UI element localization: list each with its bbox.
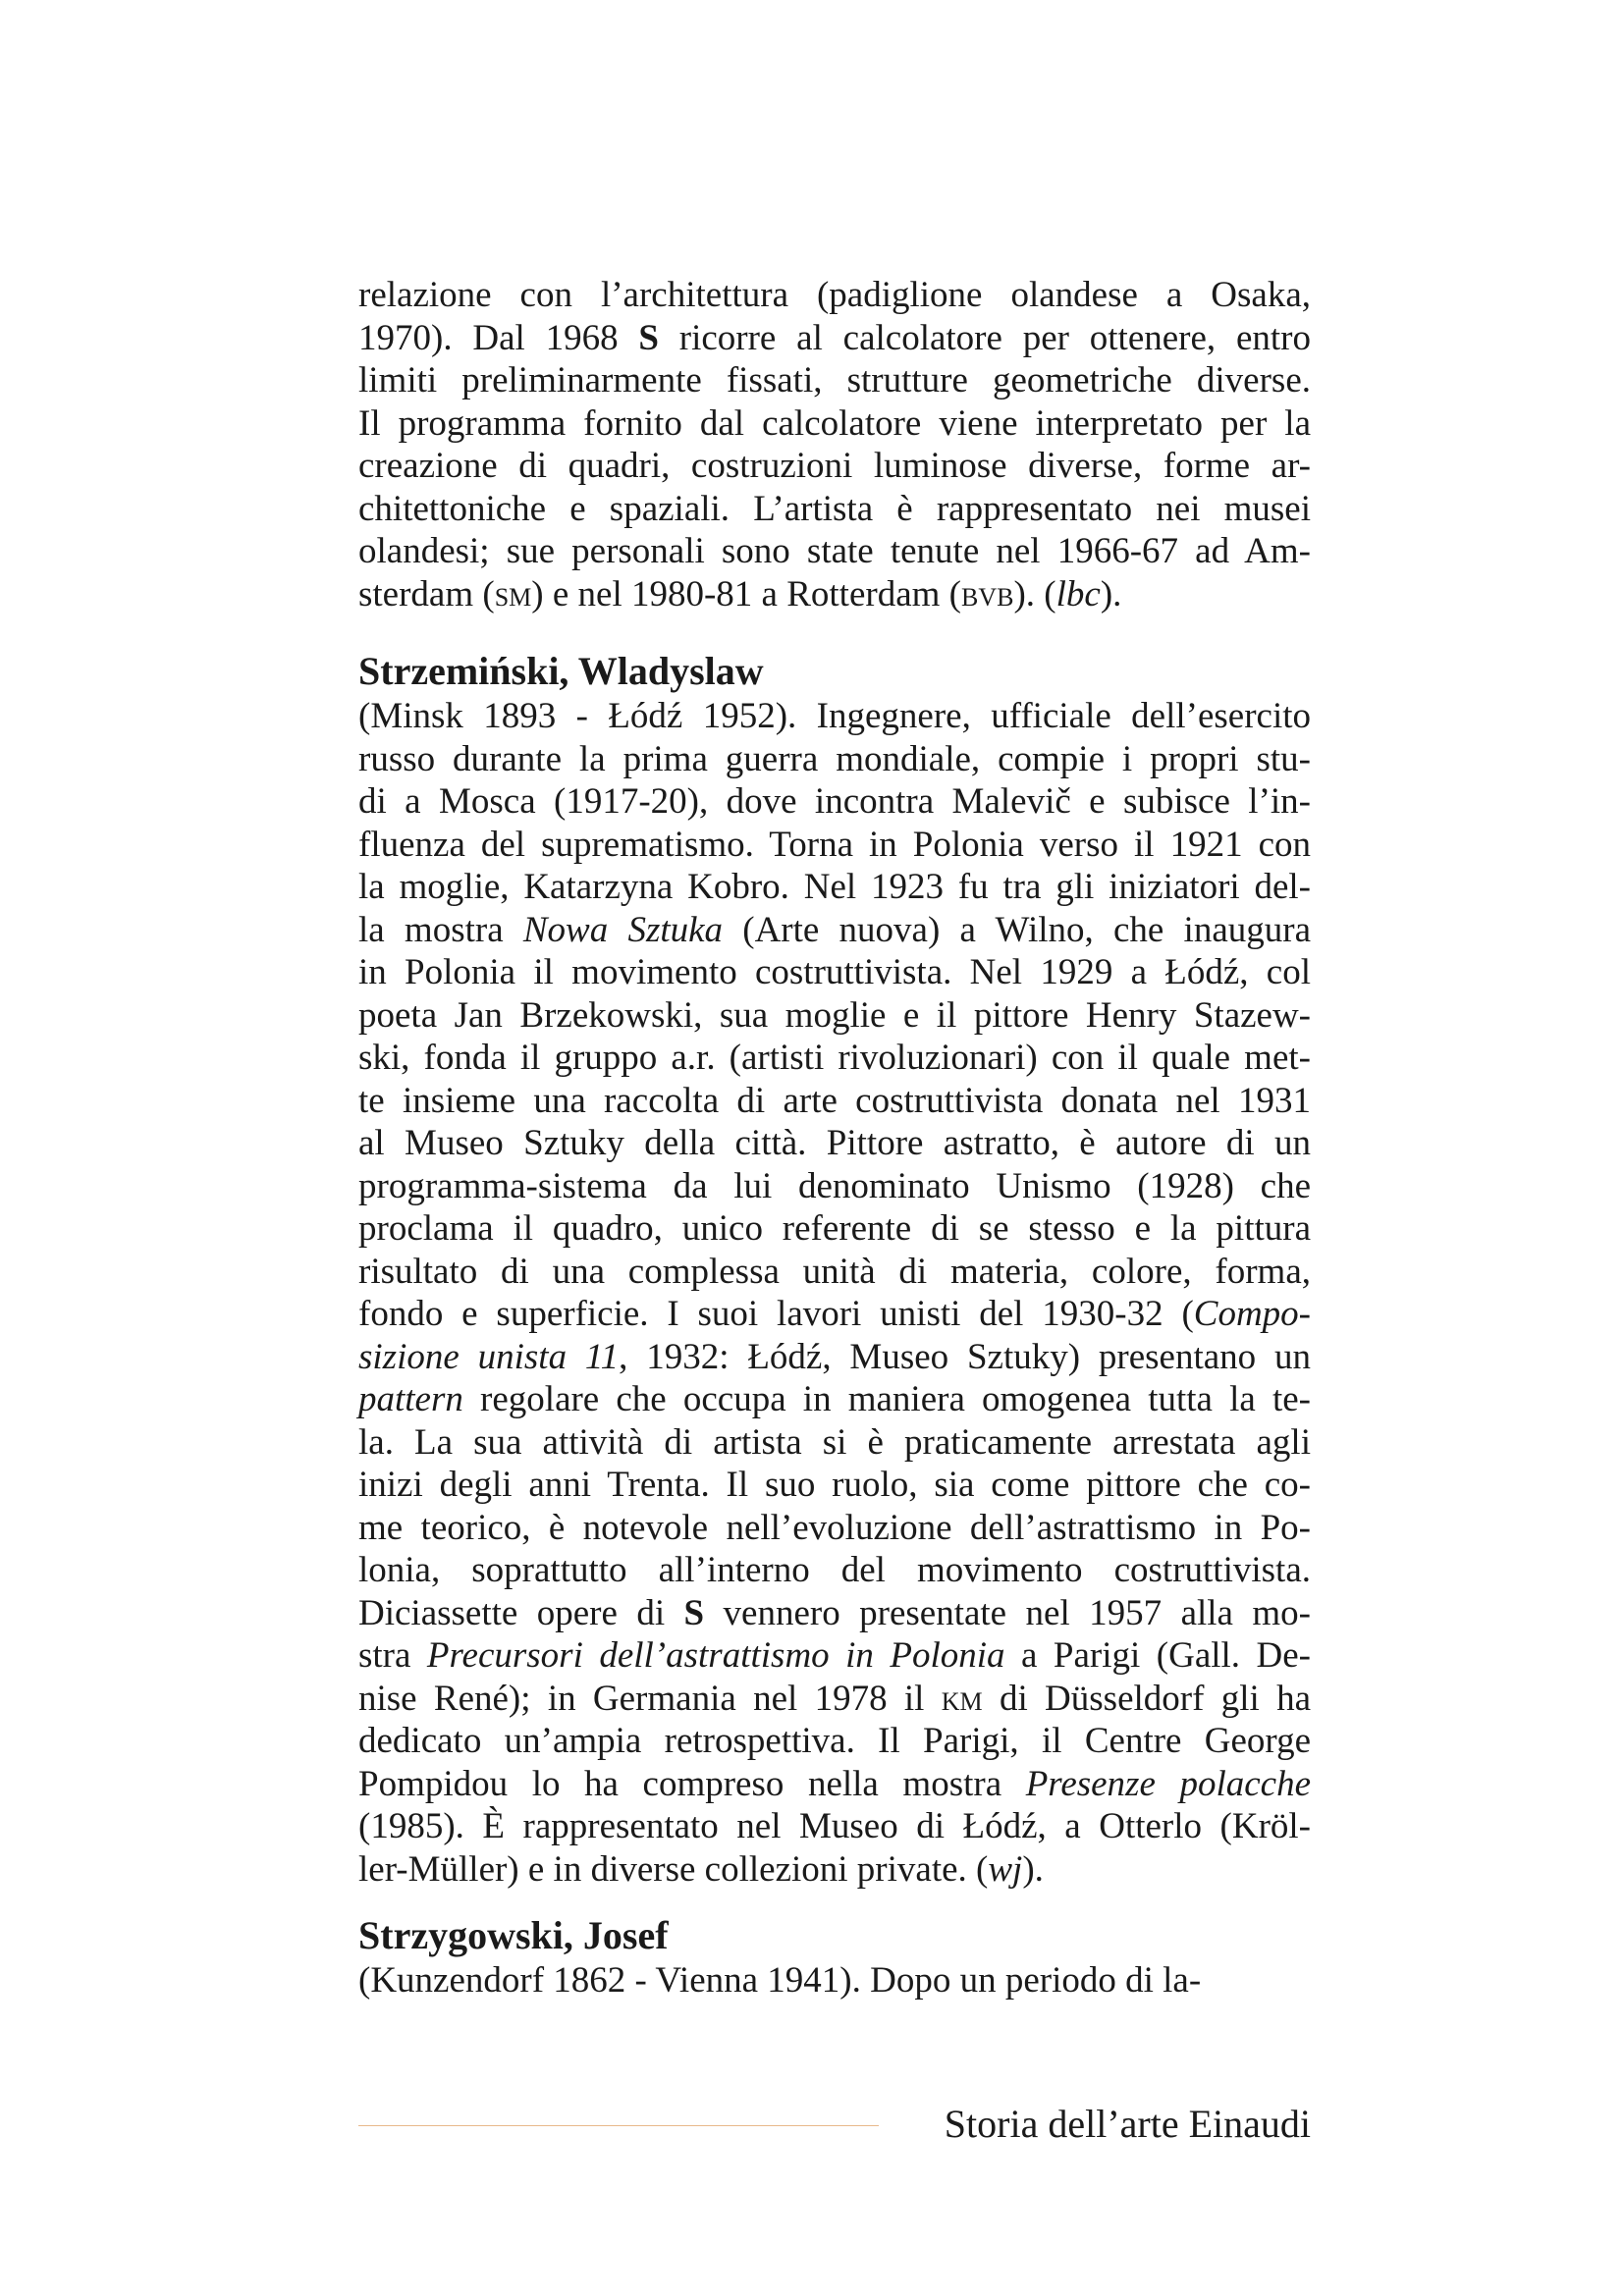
- text-segment: creazione di quadri, costruzioni luminose diverse, forme ar-: [358, 446, 1311, 486]
- text-segment: proclama il quadro, unico referente di se stesso e la pittura: [358, 1208, 1311, 1249]
- text-segment: dedicato un’ampia retrospettiva. Il Parigi, il Centre George: [358, 1721, 1311, 1761]
- text-line: [358, 866, 1311, 909]
- text-line: [358, 780, 1311, 824]
- text-line: [358, 1251, 1311, 1294]
- text-segment: (Arte nuova) a Wilno, che inaugura: [723, 909, 1311, 950]
- text-segment: risultato di una complessa unità di materia, colore, forma,: [358, 1251, 1311, 1292]
- text-segment: chitettoniche e spaziali. L’artista è rappresentato nei musei: [358, 488, 1311, 529]
- text-line: [358, 1959, 1311, 2002]
- text-line: [358, 1464, 1311, 1507]
- text-segment: stra: [358, 1635, 427, 1676]
- text-line: [358, 1805, 1311, 1848]
- text-segment: limiti preliminarmente fissati, strutture geometriche diverse.: [358, 360, 1311, 400]
- text-segment: al Museo Sztuky della città. Pittore astratto, è autore di un: [358, 1123, 1311, 1163]
- text-segment: te insieme una raccolta di arte costruttivista donata nel 1931: [358, 1080, 1311, 1121]
- text-line: [358, 1165, 1311, 1208]
- text-segment: inizi degli anni Trenta. Il suo ruolo, sia come pittore che co-: [358, 1465, 1311, 1505]
- text-segment: fondo e superficie. I suoi lavori unisti del 1930-32 (: [358, 1294, 1194, 1334]
- text-segment: poeta Jan Brzekowski, sua moglie e il pittore Henry Stazew-: [358, 994, 1311, 1036]
- text-segment: in Polonia il movimento costruttivista. Nel 1929 a Łódź, col: [358, 952, 1311, 992]
- text-line: [358, 1763, 1311, 1806]
- text-segment: Il programma fornito dal calcolatore viene interpretato per la: [358, 402, 1311, 444]
- text-line: [358, 1207, 1311, 1251]
- text-segment: Precursori dell’astrattismo in Polonia: [426, 1635, 1005, 1676]
- text-line: [358, 445, 1311, 488]
- text-line: [358, 695, 1311, 738]
- text-segment: di a Mosca (1917-20), dove incontra Malevič e subisce l’in-: [358, 781, 1311, 822]
- text-segment: Pompidou lo ha compreso nella mostra: [358, 1763, 1026, 1804]
- text-segment: pattern: [358, 1379, 463, 1419]
- text-segment: Diciassette opere di: [358, 1592, 684, 1633]
- text-segment: S: [638, 317, 659, 358]
- text-line: [358, 738, 1311, 781]
- text-line: [358, 1507, 1311, 1550]
- text-line: [358, 824, 1311, 867]
- text-line: [358, 994, 1311, 1038]
- text-segment: fluenza del suprematismo. Torna in Polonia verso il 1921 con: [358, 824, 1311, 865]
- entry-heading: Strzygowski, Josef: [358, 1913, 669, 1957]
- text-line: [358, 402, 1311, 446]
- text-segment: wj: [988, 1848, 1023, 1890]
- entry-strzeminski: [358, 648, 1311, 1891]
- text-segment: russo durante la prima guerra mondiale, compie i propri stu-: [358, 738, 1311, 779]
- text-segment: (Minsk 1893 - Łódź 1952). Ingegnere, ufficiale dell’esercito: [358, 696, 1311, 736]
- entry-strzygowski: [358, 1912, 1311, 2002]
- text-segment: , 1932: Łódź, Museo Sztuky) presentano un: [619, 1336, 1311, 1377]
- text-line: [358, 1421, 1311, 1465]
- text-segment: la moglie, Katarzyna Kobro. Nel 1923 fu tra gli iniziatori del-: [358, 867, 1311, 907]
- text-segment: a Parigi (Gall. De-: [1004, 1635, 1311, 1676]
- footer-rule: [358, 2125, 879, 2126]
- text-segment: Compo-: [1193, 1294, 1311, 1334]
- entry-heading: Strzemiński, Wladyslaw: [358, 649, 764, 693]
- text-line: [358, 909, 1311, 952]
- entry-body: [358, 274, 1311, 615]
- text-segment: (Kunzendorf 1862 - Vienna 1941). Dopo un periodo di la-: [358, 1960, 1202, 2001]
- text-segment: ).: [1022, 1848, 1044, 1890]
- text-segment: relazione con l’architettura (padiglione olandese a Osaka,: [358, 275, 1311, 315]
- text-line: [358, 1549, 1311, 1592]
- text-segment: 1970). Dal 1968: [358, 317, 639, 358]
- text-segment: ski, fonda il gruppo a.r. (artisti rivoluzionari) con il quale met-: [358, 1038, 1311, 1078]
- text-line: [358, 530, 1311, 573]
- text-segment: di Düsseldorf gli ha: [982, 1678, 1312, 1719]
- text-line: [358, 1378, 1311, 1421]
- text-segment: ) e nel 1980-81 a Rotterdam (: [531, 573, 961, 614]
- text-segment: bvb: [960, 573, 1014, 614]
- text-line: [358, 1122, 1311, 1165]
- text-line: [358, 317, 1311, 360]
- text-line: [358, 1293, 1311, 1336]
- text-line: [358, 359, 1311, 402]
- entry-body: [358, 695, 1311, 1891]
- text-segment: S: [683, 1592, 705, 1633]
- text-line: [358, 1678, 1311, 1721]
- text-segment: programma-sistema da lui denominato Unismo (1928) che: [358, 1165, 1311, 1206]
- text-line: [358, 1037, 1311, 1080]
- text-segment: regolare che occupa in maniera omogenea tutta la te-: [462, 1379, 1311, 1419]
- text-segment: me teorico, è notevole nell’evoluzione dell’astrattismo in Po-: [358, 1507, 1311, 1548]
- text-segment: ricorre al calcolatore per ottenere, entro: [658, 317, 1311, 358]
- text-segment: olandesi; sue personali sono state tenute nel 1966-67 ad Am-: [358, 531, 1311, 571]
- text-segment: ). (: [1013, 573, 1056, 614]
- text-segment: ).: [1100, 573, 1122, 614]
- text-line: [358, 1336, 1311, 1379]
- text-segment: vennero presentate nel 1957 alla mo-: [704, 1592, 1311, 1633]
- text-line: [358, 1080, 1311, 1123]
- text-line: [358, 1848, 1311, 1892]
- text-segment: Presenze polacche: [1025, 1763, 1311, 1804]
- text-line: [358, 1720, 1311, 1763]
- entry-body: [358, 1959, 1311, 2002]
- text-segment: sizione unista 11: [358, 1336, 620, 1377]
- text-segment: la mostra: [358, 909, 523, 950]
- text-line: [358, 1634, 1311, 1678]
- text-segment: sterdam (: [358, 573, 495, 614]
- text-segment: lbc: [1055, 573, 1101, 614]
- text-segment: la. La sua attività di artista si è praticamente arrestata agli: [358, 1421, 1311, 1463]
- text-segment: km: [941, 1678, 983, 1719]
- text-line: [358, 573, 1311, 616]
- text-line: [358, 488, 1311, 531]
- text-segment: lonia, soprattutto all’interno del movimento costruttivista.: [358, 1550, 1311, 1590]
- text-segment: nise René); in Germania nel 1978 il: [358, 1678, 942, 1719]
- text-line: [358, 274, 1311, 317]
- footer-title: Storia dell’arte Einaudi: [944, 2102, 1311, 2146]
- text-segment: sm: [494, 573, 532, 614]
- text-segment: ler-Müller) e in diverse collezioni private. (: [358, 1848, 989, 1890]
- text-segment: Nowa Sztuka: [522, 909, 724, 950]
- text-segment: (1985). È rappresentato nel Museo di Łódź, a Otterlo (Kröl-: [358, 1806, 1311, 1846]
- entry-continuation: [358, 274, 1311, 615]
- text-line: [358, 1592, 1311, 1635]
- text-line: [358, 951, 1311, 994]
